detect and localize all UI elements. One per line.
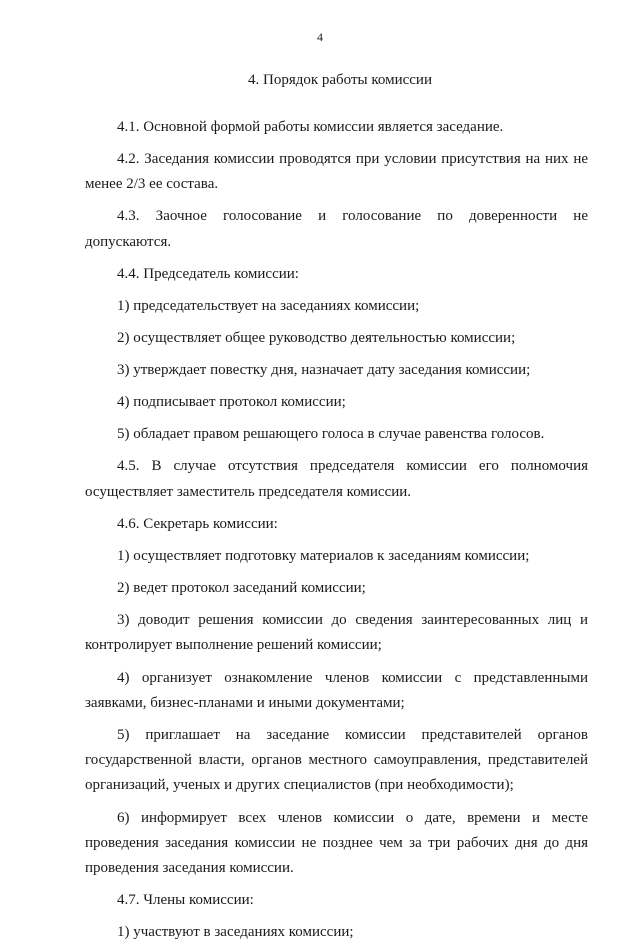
list-item: 1) председательствует на заседаниях комиссии; — [117, 297, 420, 314]
paragraph: 4.3. Заочное голосование и голосование по доверенности не допускаются. — [85, 208, 588, 250]
section-heading: 4. Порядок работы комиссии — [247, 72, 432, 88]
paragraph: 4.2. Заседания комиссии проводятся при условии присутствия на них не менее 2/3 ее состава. — [85, 151, 588, 193]
list-item: 4) подписывает протокол комиссии; — [117, 394, 346, 411]
list-item: 3) утверждает повестку дня, назначает дату заседания комиссии; — [117, 362, 531, 379]
list-item: 1) участвуют в заседаниях комиссии; — [117, 924, 354, 941]
paragraph: 4.7. Члены комиссии: — [117, 892, 254, 909]
list-item: 5) обладает правом решающего голоса в случае равенства голосов. — [117, 426, 545, 443]
list-item: 6) информирует всех членов комиссии о дате, времени и месте проведения заседания комиссии не позднее чем за три рабочих дня до дня проведения заседания комиссии. — [85, 809, 588, 877]
paragraph: 4.1. Основной формой работы комиссии является заседание. — [117, 119, 504, 135]
paragraph: 4.5. В случае отсутствия председателя комиссии его полномочия осуществляет заместитель председателя комиссии. — [85, 458, 588, 500]
paragraph: 4.4. Председатель комиссии: — [117, 265, 299, 282]
list-item: 2) осуществляет общее руководство деятельностью комиссии; — [117, 330, 516, 347]
list-item: 3) доводит решения комиссии до сведения заинтересованных лиц и контролирует выполнение решений комиссии; — [85, 612, 588, 654]
list-item: 4) организует ознакомление членов комиссии с представленными заявками, бизнес-планами и иными документами; — [85, 669, 588, 711]
list-item: 2) ведет протокол заседаний комиссии; — [117, 580, 366, 597]
page-number: 4 — [317, 30, 323, 44]
document-body — [85, 115, 588, 952]
list-item: 5) приглашает на заседание комиссии представителей органов государственной власти, органов местного самоуправления, представителей организаций, ученых и других специалистов (при необходимости); — [85, 726, 588, 794]
paragraph: 4.6. Секретарь комиссии: — [117, 515, 278, 532]
list-item: 1) осуществляет подготовку материалов к заседаниям комиссии; — [117, 547, 530, 564]
